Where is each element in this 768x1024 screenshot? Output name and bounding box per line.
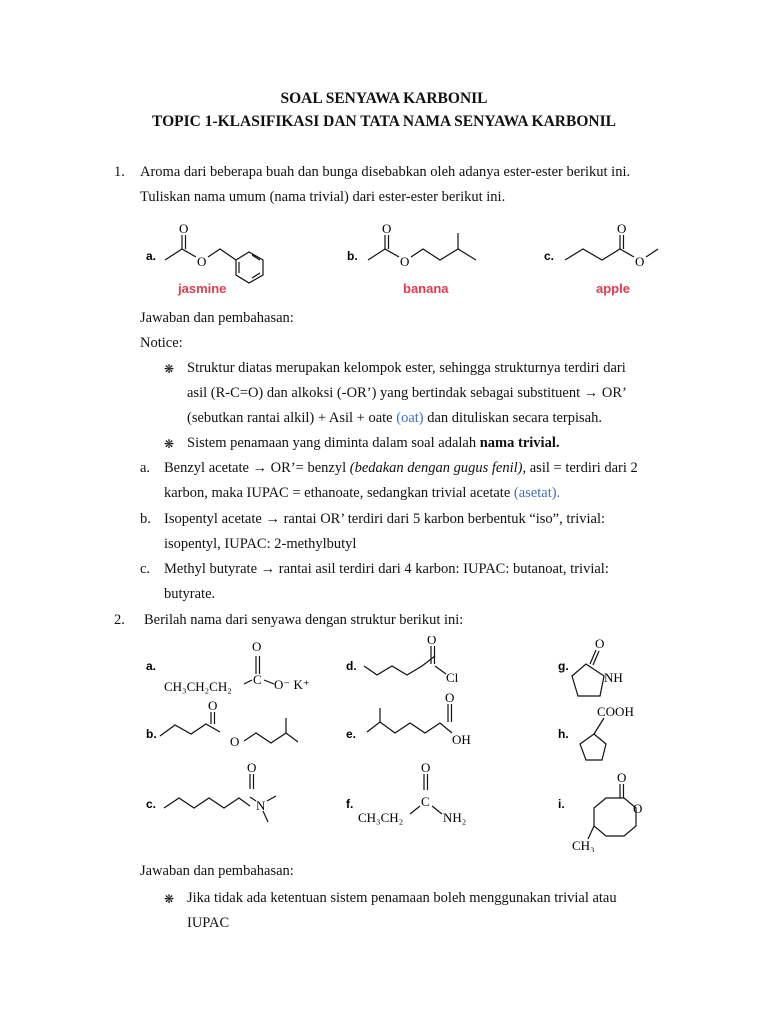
q2-fig-d-label: d. [346, 659, 357, 673]
q1-ester-structures [140, 215, 680, 300]
q2-a-carbon: C [253, 672, 262, 687]
q1-answer-a-line2-text: karbon, maka IUPAC = ethanoate, sedangkan trivial acetate [164, 485, 514, 501]
q1-fig-c-label: c. [544, 249, 555, 263]
q2-g-nh: NH [604, 670, 623, 685]
q1-answer-a-rest: , asil = terdiri dari 2 [522, 460, 638, 476]
q2-fig-c-label: c. [146, 797, 157, 811]
q1-fig-a-label: a. [146, 249, 157, 263]
q1-notice-heading: Notice: [140, 335, 183, 351]
q1-answer-b-line2: isopentyl, IUPAC: 2-methylbutyl [164, 536, 357, 552]
q2-i-oxygen-ring: O [633, 801, 643, 816]
q1-a-oxygen-ether: O [197, 254, 207, 269]
q2-f-chain: CH₃CH₂ [358, 810, 404, 825]
q1-a-aroma-label: jasmine [178, 281, 227, 296]
q1-bullet-1-line2: asil (R-C=O) dan alkoksi (-OR’) yang bertindak sebagai substituent → OR’ [187, 385, 627, 401]
q1-answer-a-text: Benzyl acetate → OR’= benzyl [164, 460, 350, 476]
q1-answer-heading: Jawaban dan pembahasan: [140, 310, 294, 326]
q1-b-aroma-label: banana [403, 281, 449, 296]
q1-c-oxygen-carbonyl: O [617, 221, 627, 236]
q1-answer-c-line2: butyrate. [164, 586, 216, 602]
q2-bullet-1-icon: ❋ [164, 892, 175, 906]
q2-compound-structures [140, 636, 660, 852]
q1-answer-b-label: b. [140, 511, 151, 527]
q1-c-aroma-label: apple [596, 281, 630, 296]
q1-bullet-2-icon: ❋ [164, 437, 175, 451]
q2-i-methyl: CH₃ [572, 838, 595, 852]
q1-text-line2: Tuliskan nama umum (nama trivial) dari ester-ester berikut ini. [140, 189, 506, 205]
q2-fig-i-label: i. [558, 797, 565, 811]
q1-answer-a-line2 [164, 485, 560, 502]
q2-e-hydroxyl: OH [452, 732, 471, 747]
q2-fig-e-label: e. [346, 727, 357, 741]
q1-bullet-1-oat-term: (oat) [396, 410, 424, 426]
q1-a-oxygen-carbonyl: O [179, 221, 189, 236]
q2-fig-f-label: f. [346, 797, 354, 811]
q1-answer-c-line1: Methyl butyrate → rantai asil terdiri dari 4 karbon: IUPAC: butanoat, trivial: [164, 561, 609, 577]
q1-bullet-2-text: Sistem penamaan yang diminta dalam soal adalah [187, 435, 480, 451]
q2-a-anion: O⁻ K⁺ [274, 677, 310, 692]
q2-g-oxygen: O [595, 636, 605, 651]
q1-b-oxygen-carbonyl: O [382, 221, 392, 236]
q1-number: 1. [114, 164, 125, 180]
q2-h-cooh: COOH [597, 704, 634, 719]
q1-answer-c-label: c. [140, 561, 151, 577]
q1-bullet-1-icon: ❋ [164, 362, 175, 376]
q2-number: 2. [114, 612, 125, 628]
q2-fig-g-label: g. [558, 659, 569, 673]
q2-fig-a-label: a. [146, 659, 157, 673]
q2-d-oxygen: O [427, 636, 437, 647]
q1-bullet-2-emphasis: nama trivial. [479, 435, 560, 451]
doc-subtitle: TOPIC 1-KLASIFIKASI DAN TATA NAMA SENYAWA KARBONIL [152, 113, 616, 130]
q2-f-carbon: C [421, 794, 430, 809]
q2-text: Berilah nama dari senyawa dengan struktur berikut ini: [144, 612, 464, 628]
q2-c-oxygen: O [247, 760, 257, 775]
q1-fig-b-label: b. [347, 249, 358, 263]
q2-bullet-1-line1: Jika tidak ada ketentuan sistem penamaan boleh menggunakan trivial atau [187, 890, 617, 906]
q2-e-oxygen: O [445, 690, 455, 705]
q1-bullet-1-line1: Struktur diatas merupakan kelompok ester, sehingga strukturnya terdiri dari [187, 360, 626, 376]
q2-d-chlorine: Cl [446, 670, 459, 685]
q2-a-chain: CH₃CH₂CH₂ [164, 679, 232, 694]
q1-answer-a-line1 [164, 460, 638, 477]
q1-bullet-1-line3 [187, 410, 602, 427]
q2-answer-heading: Jawaban dan pembahasan: [140, 863, 294, 879]
q1-answer-a-label: a. [140, 460, 151, 476]
q1-text-line1: Aroma dari beberapa buah dan bunga disebabkan oleh adanya ester-ester berikut ini. [140, 164, 631, 180]
q1-c-oxygen-ether: O [635, 254, 645, 269]
q2-c-nitrogen: N [256, 798, 266, 813]
q1-b-oxygen-ether: O [400, 254, 410, 269]
q2-b-oxygen-carbonyl: O [208, 698, 218, 713]
q1-answer-a-note: (bedakan dengan gugus fenil) [349, 460, 523, 476]
q1-answer-b-line1: Isopentyl acetate → rantai OR’ terdiri dari 5 karbon berbentuk “iso”, trivial: [164, 511, 606, 527]
q2-bullet-1-line2: IUPAC [187, 915, 230, 931]
q1-bullet-2 [187, 435, 559, 452]
q2-b-oxygen-ether: O [230, 734, 240, 749]
q1-answer-a-asetat-term: (asetat). [513, 485, 561, 501]
q2-fig-h-label: h. [558, 727, 569, 741]
q1-bullet-1-line3-text: (sebutkan rantai alkil) + Asil + oate [187, 410, 397, 426]
doc-title: SOAL SENYAWA KARBONIL [280, 90, 488, 107]
q1-bullet-1-line3-rest: dan dituliskan secara terpisah. [423, 410, 602, 426]
q2-fig-b-label: b. [146, 727, 157, 741]
q2-i-oxygen-carbonyl: O [617, 770, 627, 785]
q2-f-amide: NH₂ [443, 810, 467, 825]
q2-a-oxygen: O [252, 639, 262, 654]
q2-f-oxygen: O [421, 760, 431, 775]
